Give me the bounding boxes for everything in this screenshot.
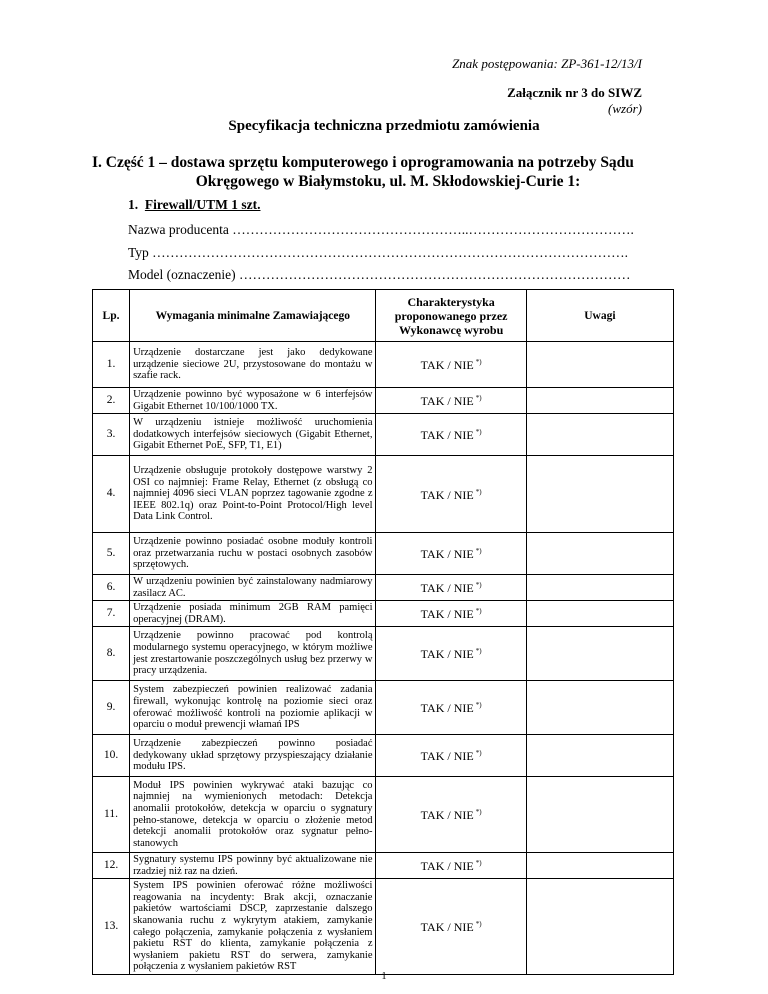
table-row xyxy=(93,777,674,853)
notes-cell[interactable] xyxy=(526,533,673,575)
table-row xyxy=(93,388,674,414)
row-number: 3. xyxy=(93,414,130,456)
requirement-text: Moduł IPS powinien wykrywać ataki bazując co najmniej na wymienionych metodach: Detekcja anomalii protokołów, detekcja w oparciu o sygnatury pełno-stanowe, detekcja w oparciu o złożenie metod detekcji anomalii protokołów oraz sygnatur pełno-stanowych xyxy=(130,777,376,853)
answer-text: TAK / NIE xyxy=(420,581,474,596)
requirement-text: Urządzenie obsługuje protokoły dostępowe warstwy 2 OSI co najmniej: Frame Relay, Ethernet (z obsługą co najmniej 4096 sieci VLAN poprzez tagowanie zgodne z IEEE 802.1q) oraz Point-to-Point Protocol/High level Data Link Control. xyxy=(130,456,376,533)
row-number: 13. xyxy=(93,879,130,975)
row-number: 10. xyxy=(93,735,130,777)
table-row xyxy=(93,575,674,601)
row-number: 12. xyxy=(93,853,130,879)
answer-text: TAK / NIE xyxy=(420,920,474,935)
footnote-mark: *) xyxy=(475,547,482,556)
item-number: 1. xyxy=(128,197,139,212)
notes-cell[interactable] xyxy=(526,853,673,879)
footnote-mark: *) xyxy=(475,607,482,616)
notes-cell[interactable] xyxy=(526,777,673,853)
requirement-text: Urządzenie powinno pracować pod kontrolą modularnego systemu operacyjnego, w którym możliwe jest zrestartowanie poszczególnych usług bez przerwy w pracy urządzenia. xyxy=(130,627,376,681)
requirement-text: Urządzenie zabezpieczeń powinno posiadać dedykowany układ sprzętowy przyspieszający działanie modułu IPS. xyxy=(130,735,376,777)
notes-cell[interactable] xyxy=(526,456,673,533)
producer-field: Nazwa producenta ……………………………………………..………………………………. xyxy=(128,222,634,237)
row-number: 8. xyxy=(93,627,130,681)
table-body xyxy=(93,342,674,975)
notes-cell[interactable] xyxy=(526,681,673,735)
notes-cell[interactable] xyxy=(526,735,673,777)
row-number: 7. xyxy=(93,601,130,627)
header-requirements: Wymagania minimalne Zamawiającego xyxy=(130,290,376,342)
table-header-row xyxy=(93,290,674,342)
header-notes: Uwagi xyxy=(526,290,673,342)
notes-cell[interactable] xyxy=(526,627,673,681)
requirement-text: Urządzenie posiada minimum 2GB RAM pamięci operacyjnej (DRAM). xyxy=(130,601,376,627)
part-title-line-1: I. Część 1 – dostawa sprzętu komputerowego i oprogramowania na potrzeby Sądu xyxy=(92,154,634,171)
table-row xyxy=(93,456,674,533)
answer-cell[interactable] xyxy=(376,627,526,681)
row-number: 4. xyxy=(93,456,130,533)
answer-text: TAK / NIE xyxy=(420,487,474,502)
notes-cell[interactable] xyxy=(526,575,673,601)
answer-cell[interactable] xyxy=(376,414,526,456)
footnote-mark: *) xyxy=(475,428,482,437)
answer-text: TAK / NIE xyxy=(420,607,474,622)
page-number: 1 xyxy=(381,971,387,982)
answer-text: TAK / NIE xyxy=(420,428,474,443)
answer-cell[interactable] xyxy=(376,879,526,975)
notes-cell[interactable] xyxy=(526,388,673,414)
row-number: 1. xyxy=(93,342,130,388)
row-number: 11. xyxy=(93,777,130,853)
requirement-text: Urządzenie powinno być wyposażone w 6 interfejsów Gigabit Ethernet 10/100/1000 TX. xyxy=(130,388,376,414)
answer-cell[interactable] xyxy=(376,777,526,853)
footnote-mark: *) xyxy=(475,581,482,590)
row-number: 5. xyxy=(93,533,130,575)
answer-cell[interactable] xyxy=(376,853,526,879)
answer-cell[interactable] xyxy=(376,456,526,533)
requirement-text: W urządzeniu powinien być zainstalowany nadmiarowy zasilacz AC. xyxy=(130,575,376,601)
item-heading xyxy=(128,197,260,213)
table-row xyxy=(93,879,674,975)
requirements-table xyxy=(92,289,674,975)
answer-text: TAK / NIE xyxy=(420,647,474,662)
footnote-mark: *) xyxy=(475,749,482,758)
item-title: Firewall/UTM 1 szt. xyxy=(144,197,261,212)
answer-text: TAK / NIE xyxy=(420,358,474,373)
table-row xyxy=(93,681,674,735)
requirement-text: System zabezpieczeń powinien realizować zadania firewall, wykonując kontrolę na poziomie sieci oraz oferować możliwość kontroli na poziomie aplikacji w oparciu o moduł prewencji włamań IPS xyxy=(130,681,376,735)
notes-cell[interactable] xyxy=(526,342,673,388)
type-field: Typ ……………………………………………………………………………………………. xyxy=(128,245,629,260)
answer-text: TAK / NIE xyxy=(420,701,474,716)
table-row xyxy=(93,735,674,777)
footnote-mark: *) xyxy=(475,358,482,367)
footnote-mark: *) xyxy=(475,859,482,868)
answer-cell[interactable] xyxy=(376,342,526,388)
header-lp: Lp. xyxy=(93,290,130,342)
requirement-text: Urządzenie dostarczane jest jako dedykowane urządzenie sieciowe 2U, przystosowane do montażu w szafie rack. xyxy=(130,342,376,388)
part-title-line-2: Okręgowego w Białymstoku, ul. M. Skłodowskiej-Curie 1: xyxy=(195,173,581,190)
requirement-text: Sygnatury systemu IPS powinny być aktualizowane nie rzadziej niż raz na dzień. xyxy=(130,853,376,879)
answer-text: TAK / NIE xyxy=(420,808,474,823)
footnote-mark: *) xyxy=(475,701,482,710)
table-row xyxy=(93,533,674,575)
table-row xyxy=(93,853,674,879)
notes-cell[interactable] xyxy=(526,414,673,456)
answer-cell[interactable] xyxy=(376,735,526,777)
annex-label: Załącznik nr 3 do SIWZ xyxy=(507,85,642,100)
notes-cell[interactable] xyxy=(526,601,673,627)
requirement-text: System IPS powinien oferować różne możliwości reagowania na incydenty: Brak akcji, oznaczanie pakietów wartościami DSCP, zaprzestanie dalszego skanowania ruchu z wykrytym atakiem, zamykanie całego połączenia, zamykanie połączenia z wysłaniem pakietu RST do klienta, zamykanie połączenia z wysłaniem pakietu RST do serwera, zamykanie połączenia z wysłaniem pakietów RST xyxy=(130,879,376,975)
annex-note: (wzór) xyxy=(608,101,642,116)
table-row xyxy=(93,342,674,388)
answer-cell[interactable] xyxy=(376,388,526,414)
row-number: 9. xyxy=(93,681,130,735)
row-number: 6. xyxy=(93,575,130,601)
answer-cell[interactable] xyxy=(376,601,526,627)
procurement-reference: Znak postępowania: ZP-361-12/13/I xyxy=(452,56,642,71)
answer-cell[interactable] xyxy=(376,575,526,601)
requirement-text: Urządzenie powinno posiadać osobne moduły kontroli oraz przetwarzania ruchu w postaci osobnych zasobów sprzętowych. xyxy=(130,533,376,575)
answer-cell[interactable] xyxy=(376,681,526,735)
model-field: Model (oznaczenie) …………………………………………………………………………… xyxy=(128,267,631,282)
answer-text: TAK / NIE xyxy=(420,749,474,764)
notes-cell[interactable] xyxy=(526,879,673,975)
footnote-mark: *) xyxy=(475,394,482,403)
table-row xyxy=(93,414,674,456)
footnote-mark: *) xyxy=(475,487,482,496)
footnote-mark: *) xyxy=(475,920,482,929)
table-row xyxy=(93,627,674,681)
part-title xyxy=(92,153,684,191)
footnote-mark: *) xyxy=(475,808,482,817)
answer-text: TAK / NIE xyxy=(420,547,474,562)
answer-text: TAK / NIE xyxy=(420,394,474,409)
row-number: 2. xyxy=(93,388,130,414)
page-title: Specyfikacja techniczna przedmiotu zamówienia xyxy=(228,118,540,134)
answer-cell[interactable] xyxy=(376,533,526,575)
answer-text: TAK / NIE xyxy=(420,859,474,874)
requirement-text: W urządzeniu istnieje możliwość uruchomienia dodatkowych interfejsów sieciowych (Gigabit Ethernet, Gigabit Ethernet PoE, SFP, T1, E1) xyxy=(130,414,376,456)
table-row xyxy=(93,601,674,627)
footnote-mark: *) xyxy=(475,647,482,656)
header-characteristics: Charakterystyka proponowanego przez Wykonawcę wyrobu xyxy=(376,290,526,342)
